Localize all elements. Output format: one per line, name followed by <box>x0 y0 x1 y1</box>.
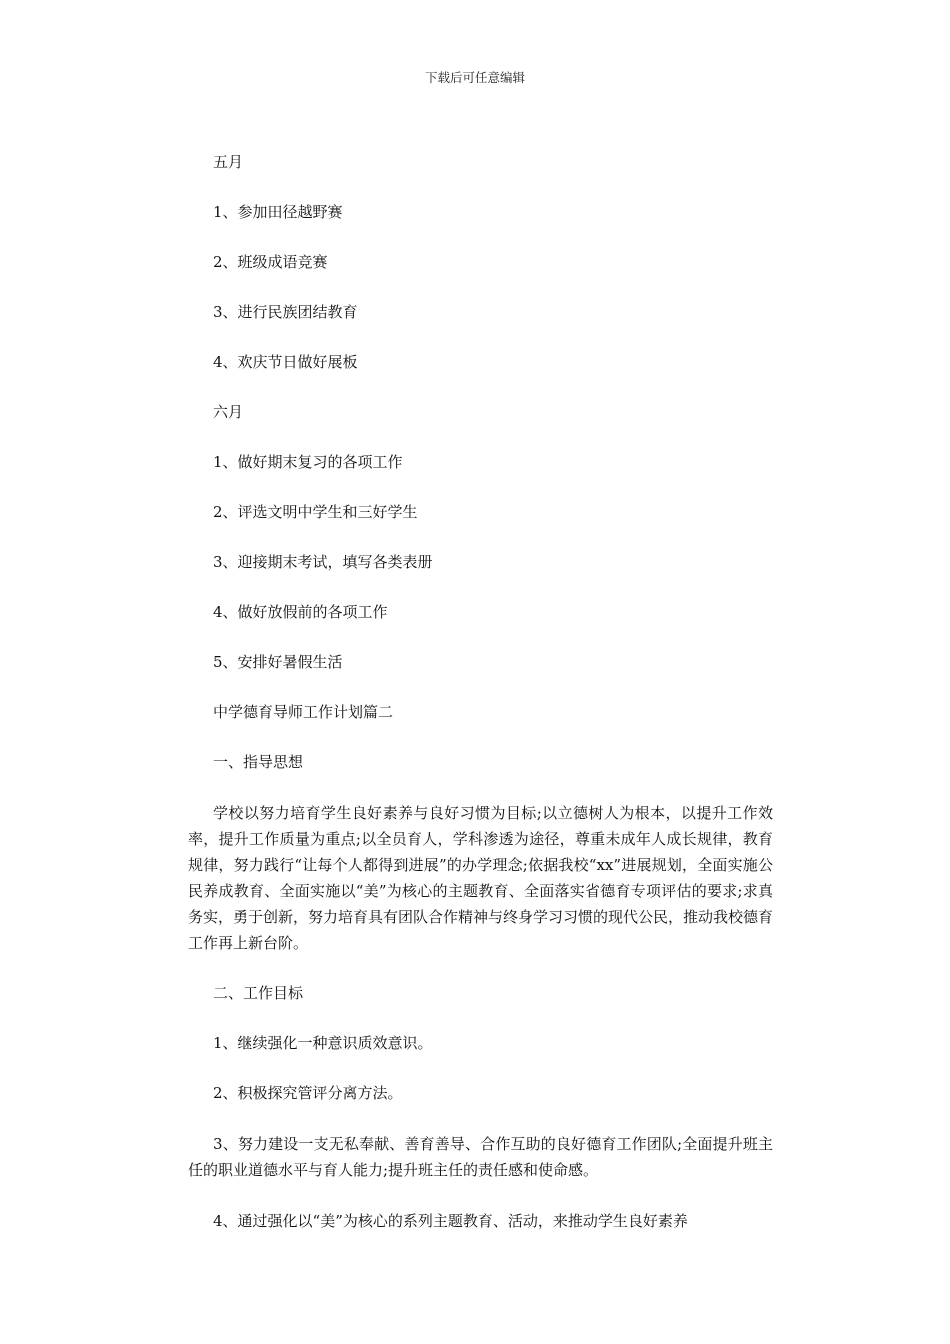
goals-heading: 二、工作目标 <box>213 984 304 1002</box>
list-item: 1、参加田径越野赛 <box>213 203 343 221</box>
june-heading: 六月 <box>213 403 244 421</box>
list-item: 2、积极探究管评分离方法。 <box>213 1084 403 1102</box>
list-item: 3、迎接期末考试，填写各类表册 <box>213 553 433 571</box>
guiding-paragraph <box>188 800 773 956</box>
list-item: 4、欢庆节日做好展板 <box>213 353 358 371</box>
goal-item-text: 4、通过强化以“美”为核心的系列主题教育、活动，来推动学生良好素养 <box>213 1212 688 1230</box>
section-title: 中学德育导师工作计划篇二 <box>213 703 394 721</box>
list-item: 1、继续强化一种意识质效意识。 <box>213 1034 433 1052</box>
may-heading: 五月 <box>213 153 244 171</box>
list-item: 4、做好放假前的各项工作 <box>213 603 388 621</box>
page-header <box>0 68 950 86</box>
document-body <box>188 150 774 1259</box>
list-item <box>188 1208 773 1234</box>
guiding-paragraph-text: 学校以努力培育学生良好素养与良好习惯为目标;以立德树人为根本，以提升工作效率，提升工作质量为重点;以全员育人，学科渗透为途径，尊重未成年人成长规律，教育规律，努力践行“让每个人都得到进展”的办学理念;依据我校“xx”进展规划，全面实施公民养成教育、全面实施以“美”为核心的主题教育、全面落实省德育专项评估的要求;求真务实，勇于创新，努力培育具有团队合作精神与终身学习习惯的现代公民，推动我校德育工作再上新台阶。 <box>188 804 774 952</box>
header-text: 下载后可任意编辑 <box>424 70 525 85</box>
list-item: 1、做好期末复习的各项工作 <box>213 453 403 471</box>
goal-item-text: 3、努力建设一支无私奉献、善育善导、合作互助的良好德育工作团队;全面提升班主任的职业道德水平与育人能力;提升班主任的责任感和使命感。 <box>188 1135 773 1179</box>
list-item: 3、进行民族团结教育 <box>213 303 358 321</box>
list-item: 5、安排好暑假生活 <box>213 653 343 671</box>
list-item: 2、班级成语竞赛 <box>213 253 328 271</box>
guiding-heading: 一、指导思想 <box>213 753 304 771</box>
list-item <box>188 1131 773 1183</box>
list-item: 2、评选文明中学生和三好学生 <box>213 503 418 521</box>
